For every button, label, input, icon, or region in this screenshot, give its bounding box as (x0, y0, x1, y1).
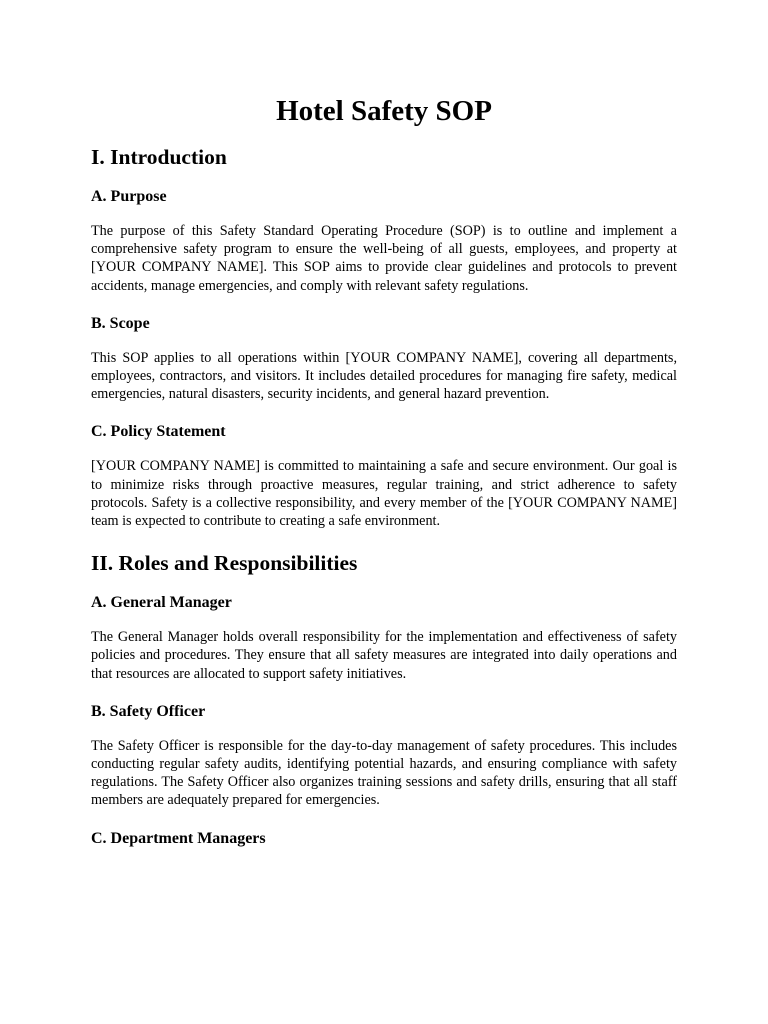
paragraph-safety-officer: The Safety Officer is responsible for the day-to-day management of safety procedures. This includes conducting regular safety audits, identifying potential hazards, and ensuring compliance with safety regulations. The Safety Officer also organizes training sessions and safety drills, ensuring that all staff members are adequately prepared for emergencies. (91, 737, 677, 809)
paragraph-purpose: The purpose of this Safety Standard Operating Procedure (SOP) is to outline and implement a comprehensive safety program to ensure the well-being of all guests, employees, and property at [YOUR COMPANY NAME]. This SOP aims to provide clear guidelines and protocols to prevent accidents, manage emergencies, and comply with relevant safety regulations. (91, 223, 677, 294)
document-title: Hotel Safety SOP (276, 95, 492, 127)
paragraph-general-manager: The General Manager holds overall responsibility for the implementation and effectiveness of safety policies and procedures. They ensure that all safety measures are integrated into daily operations and that resources are allocated to support safety initiatives. (91, 629, 677, 682)
paragraph-policy-statement: [YOUR COMPANY NAME] is committed to maintaining a safe and secure environment. Our goal is to minimize risks through proactive measures, regular training, and strict adherence to safety protocols. Safety is a collective responsibility, and every member of the [YOUR COMPANY NAME] team is expected to contribute to creating a safe environment. (91, 458, 677, 530)
section-heading-roles: II. Roles and Responsibilities (91, 551, 358, 576)
document-page (91, 92, 677, 864)
subheading-safety-officer: B. Safety Officer (91, 702, 206, 720)
section-heading-introduction: I. Introduction (91, 145, 227, 169)
subheading-department-managers: C. Department Managers (91, 829, 266, 847)
subheading-scope: B. Scope (91, 314, 150, 332)
subheading-purpose: A. Purpose (91, 188, 167, 205)
subheading-general-manager: A. General Manager (91, 594, 232, 612)
subheading-policy-statement: C. Policy Statement (91, 423, 226, 441)
paragraph-scope: This SOP applies to all operations within [YOUR COMPANY NAME], covering all departments, employees, contractors, and visitors. It includes detailed procedures for managing fire safety, medical emergencies, natural disasters, security incidents, and general hazard prevention. (91, 349, 677, 403)
